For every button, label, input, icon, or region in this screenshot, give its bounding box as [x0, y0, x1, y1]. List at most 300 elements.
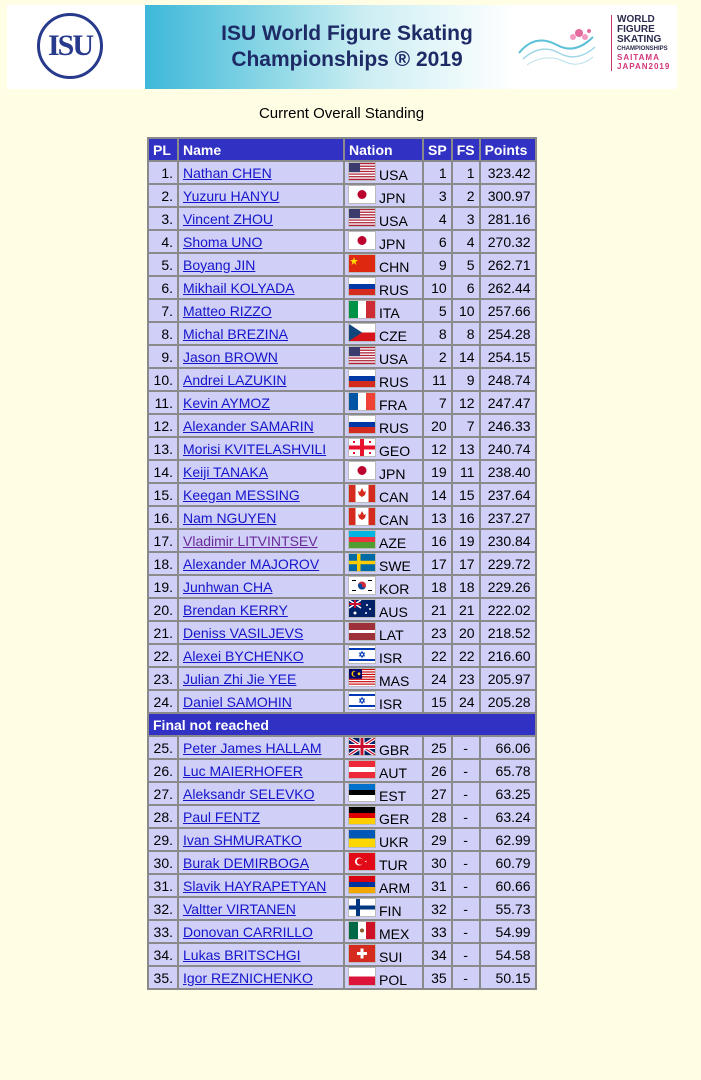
table-row: [149, 369, 535, 390]
fs-cell: 23: [453, 668, 479, 689]
place-cell: 2.: [149, 185, 177, 206]
fs-cell: -: [453, 760, 479, 781]
skater-link[interactable]: Burak DEMIRBOGA: [183, 854, 310, 871]
place-cell: 6.: [149, 277, 177, 298]
nation-code: JPN: [379, 465, 406, 482]
sp-cell: 16: [424, 530, 451, 551]
fs-cell: 20: [453, 622, 479, 643]
skater-link[interactable]: Ivan SHMURATKO: [183, 831, 302, 848]
table-row: [149, 898, 535, 919]
points-cell: 60.79: [481, 852, 535, 873]
sp-cell: 5: [424, 300, 451, 321]
not-reached-rows: [149, 737, 535, 988]
place-cell: 9.: [149, 346, 177, 367]
nation-code: GEO: [379, 442, 411, 459]
rus-flag-icon: [349, 416, 375, 433]
sp-cell: 27: [424, 783, 451, 804]
name-cell: [179, 645, 343, 666]
table-row: [149, 737, 535, 758]
nation-code: LAT: [379, 626, 404, 643]
skater-link[interactable]: Deniss VASILJEVS: [183, 624, 304, 641]
fs-cell: 8: [453, 323, 479, 344]
name-cell: [179, 875, 343, 896]
points-cell: 60.66: [481, 875, 535, 896]
skater-link[interactable]: Valtter VIRTANEN: [183, 900, 296, 917]
sp-cell: 17: [424, 553, 451, 574]
nation-cell: [345, 622, 422, 643]
points-cell: 270.32: [481, 231, 535, 252]
name-cell: [179, 185, 343, 206]
table-row: [149, 553, 535, 574]
name-cell: [179, 944, 343, 965]
table-row: [149, 231, 535, 252]
name-cell: [179, 208, 343, 229]
points-cell: 257.66: [481, 300, 535, 321]
aus-flag-icon: [349, 600, 375, 617]
place-cell: 16.: [149, 507, 177, 528]
nation-cell: [345, 208, 422, 229]
wc-line: FIGURE: [617, 24, 655, 35]
name-cell: [179, 668, 343, 689]
skater-link[interactable]: Kevin AYMOZ: [183, 394, 270, 411]
world-championships-logo[interactable]: [611, 15, 683, 71]
wc-line: JAPAN2019: [617, 62, 671, 71]
cze-flag-icon: [349, 324, 375, 341]
place-cell: 1.: [149, 162, 177, 183]
wc-line: WORLD: [617, 14, 655, 25]
chn-flag-icon: [349, 255, 375, 272]
nation-code: SWE: [379, 557, 411, 574]
points-cell: 300.97: [481, 185, 535, 206]
fs-cell: 2: [453, 185, 479, 206]
name-cell: [179, 530, 343, 551]
nation-code: ISR: [379, 649, 403, 666]
skater-link[interactable]: Alexander SAMARIN: [183, 417, 314, 434]
fs-cell: 15: [453, 484, 479, 505]
table-row: [149, 691, 535, 712]
sp-cell: 30: [424, 852, 451, 873]
sp-cell: 8: [424, 323, 451, 344]
points-cell: 248.74: [481, 369, 535, 390]
skater-link[interactable]: Peter James HALLAM: [183, 739, 322, 756]
name-cell: [179, 622, 343, 643]
fs-cell: 21: [453, 599, 479, 620]
nation-code: RUS: [379, 281, 409, 298]
place-cell: 20.: [149, 599, 177, 620]
table-row: [149, 484, 535, 505]
sp-cell: 34: [424, 944, 451, 965]
fs-cell: -: [453, 829, 479, 850]
kor-flag-icon: [349, 577, 375, 594]
skater-link[interactable]: Mikhail KOLYADA: [183, 279, 295, 296]
nation-cell: [345, 461, 422, 482]
points-cell: 65.78: [481, 760, 535, 781]
wc-line: SKATING: [617, 34, 662, 45]
nation-cell: [345, 323, 422, 344]
skater-link[interactable]: Yuzuru HANYU: [183, 187, 280, 204]
fs-cell: -: [453, 967, 479, 988]
nation-cell: [345, 645, 422, 666]
nation-code: FRA: [379, 396, 407, 413]
aut-flag-icon: [349, 761, 375, 778]
table-row: [149, 300, 535, 321]
ukr-flag-icon: [349, 830, 375, 847]
skater-link[interactable]: Paul FENTZ: [183, 808, 261, 825]
swe-flag-icon: [349, 554, 375, 571]
name-cell: [179, 231, 343, 252]
sp-cell: 33: [424, 921, 451, 942]
points-cell: 237.64: [481, 484, 535, 505]
name-cell: [179, 162, 343, 183]
points-cell: 247.47: [481, 392, 535, 413]
table-row: [149, 622, 535, 643]
skate-emblem-icon: [515, 23, 599, 73]
nation-code: MEX: [379, 925, 410, 942]
nation-cell: [345, 806, 422, 827]
skater-link[interactable]: Daniel SAMOHIN: [183, 693, 292, 710]
sp-cell: 14: [424, 484, 451, 505]
fs-cell: 16: [453, 507, 479, 528]
nation-cell: [345, 300, 422, 321]
sp-cell: 26: [424, 760, 451, 781]
place-cell: 31.: [149, 875, 177, 896]
name-cell: [179, 346, 343, 367]
nation-cell: [345, 737, 422, 758]
sp-cell: 4: [424, 208, 451, 229]
nation-code: ISR: [379, 695, 403, 712]
place-cell: 19.: [149, 576, 177, 597]
points-cell: 281.16: [481, 208, 535, 229]
points-cell: 55.73: [481, 898, 535, 919]
skater-link[interactable]: Shoma UNO: [183, 233, 263, 250]
table-row: [149, 461, 535, 482]
place-cell: 10.: [149, 369, 177, 390]
fra-flag-icon: [349, 393, 375, 410]
table-row: [149, 783, 535, 804]
nation-cell: [345, 783, 422, 804]
skater-link[interactable]: Keiji TANAKA: [183, 463, 269, 480]
sp-cell: 28: [424, 806, 451, 827]
table-row: [149, 277, 535, 298]
name-cell: [179, 576, 343, 597]
place-cell: 27.: [149, 783, 177, 804]
place-cell: 7.: [149, 300, 177, 321]
name-cell: [179, 783, 343, 804]
skater-link[interactable]: Vladimir LITVINTSEV: [183, 532, 318, 549]
fs-cell: -: [453, 852, 479, 873]
fs-cell: 11: [453, 461, 479, 482]
nation-code: GER: [379, 810, 410, 827]
nation-cell: [345, 415, 422, 436]
nation-cell: [345, 599, 422, 620]
table-row: [149, 944, 535, 965]
name-cell: [179, 277, 343, 298]
place-cell: 3.: [149, 208, 177, 229]
points-cell: 262.71: [481, 254, 535, 275]
sp-cell: 19: [424, 461, 451, 482]
skater-link[interactable]: Julian Zhi Jie YEE: [183, 670, 297, 687]
skater-link[interactable]: Nathan CHEN: [183, 164, 272, 181]
skater-link[interactable]: Morisi KVITELASHVILI: [183, 440, 327, 457]
sp-cell: 29: [424, 829, 451, 850]
header-banner: [7, 5, 677, 89]
table-row: [149, 507, 535, 528]
name-cell: [179, 323, 343, 344]
can-flag-icon: [349, 485, 375, 502]
fs-cell: -: [453, 944, 479, 965]
fs-cell: -: [453, 737, 479, 758]
nation-code: POL: [379, 971, 408, 988]
place-cell: 32.: [149, 898, 177, 919]
nation-cell: [345, 162, 422, 183]
place-cell: 4.: [149, 231, 177, 252]
col-nation: Nation: [345, 139, 422, 160]
points-cell: 229.26: [481, 576, 535, 597]
place-cell: 28.: [149, 806, 177, 827]
points-cell: 50.15: [481, 967, 535, 988]
name-cell: [179, 369, 343, 390]
nation-code: ARM: [379, 879, 411, 896]
skater-link[interactable]: Slavik HAYRAPETYAN: [183, 877, 327, 894]
nation-cell: [345, 668, 422, 689]
title-line-2: Championships ® 2019: [231, 48, 463, 71]
sp-cell: 31: [424, 875, 451, 896]
col-pl: PL: [149, 139, 177, 160]
fs-cell: 24: [453, 691, 479, 712]
table-row: [149, 346, 535, 367]
skater-link[interactable]: Boyang JIN: [183, 256, 256, 273]
arm-flag-icon: [349, 876, 375, 893]
name-cell: [179, 461, 343, 482]
points-cell: 229.72: [481, 553, 535, 574]
sp-cell: 20: [424, 415, 451, 436]
nation-code: CHN: [379, 258, 410, 275]
nation-code: EST: [379, 787, 407, 804]
nation-cell: [345, 530, 422, 551]
fs-cell: 18: [453, 576, 479, 597]
nation-code: GBR: [379, 741, 410, 758]
table-row: [149, 162, 535, 183]
table-row: [149, 645, 535, 666]
place-cell: 21.: [149, 622, 177, 643]
table-row: [149, 392, 535, 413]
place-cell: 25.: [149, 737, 177, 758]
points-cell: 205.28: [481, 691, 535, 712]
nation-code: FIN: [379, 902, 402, 919]
sp-cell: 32: [424, 898, 451, 919]
table-row: [149, 967, 535, 988]
subheading-group: [149, 714, 535, 735]
usa-flag-icon: [349, 347, 375, 364]
pol-flag-icon: [349, 968, 375, 985]
fs-cell: 9: [453, 369, 479, 390]
isu-logo[interactable]: ISU: [37, 13, 103, 79]
skater-link[interactable]: Luc MAIERHOFER: [183, 762, 303, 779]
mas-flag-icon: [349, 669, 375, 686]
place-cell: 12.: [149, 415, 177, 436]
table-row: [149, 323, 535, 344]
sp-cell: 24: [424, 668, 451, 689]
nation-code: TUR: [379, 856, 408, 873]
place-cell: 8.: [149, 323, 177, 344]
mex-flag-icon: [349, 922, 375, 939]
place-cell: 29.: [149, 829, 177, 850]
ger-flag-icon: [349, 807, 375, 824]
skater-link[interactable]: Alexei BYCHENKO: [183, 647, 304, 664]
sp-cell: 25: [424, 737, 451, 758]
title-line-1: ISU World Figure Skating: [221, 22, 473, 45]
fs-cell: 7: [453, 415, 479, 436]
name-cell: [179, 852, 343, 873]
nation-cell: [345, 760, 422, 781]
skater-link[interactable]: Matteo RIZZO: [183, 302, 272, 319]
sp-cell: 35: [424, 967, 451, 988]
fs-cell: -: [453, 921, 479, 942]
points-cell: 216.60: [481, 645, 535, 666]
place-cell: 18.: [149, 553, 177, 574]
nation-cell: [345, 852, 422, 873]
skater-link[interactable]: Igor REZNICHENKO: [183, 969, 313, 986]
nation-cell: [345, 346, 422, 367]
wc-line: CHAMPIONSHIPS: [617, 46, 668, 52]
name-cell: [179, 553, 343, 574]
nation-cell: [345, 254, 422, 275]
points-cell: 205.97: [481, 668, 535, 689]
nation-code: USA: [379, 212, 408, 229]
sp-cell: 9: [424, 254, 451, 275]
nation-cell: [345, 691, 422, 712]
est-flag-icon: [349, 784, 375, 801]
skater-link[interactable]: Michal BREZINA: [183, 325, 289, 342]
place-cell: 5.: [149, 254, 177, 275]
table-row: [149, 668, 535, 689]
points-cell: 230.84: [481, 530, 535, 551]
skater-link[interactable]: Alexander MAJOROV: [183, 555, 320, 572]
nation-cell: [345, 438, 422, 459]
nation-cell: [345, 185, 422, 206]
skater-link[interactable]: Andrei LAZUKIN: [183, 371, 287, 388]
points-cell: 66.06: [481, 737, 535, 758]
final-not-reached-heading: Final not reached: [149, 714, 535, 735]
col-fs: FS: [453, 139, 479, 160]
points-cell: 262.44: [481, 277, 535, 298]
points-cell: 237.27: [481, 507, 535, 528]
nation-code: AUT: [379, 764, 407, 781]
place-cell: 11.: [149, 392, 177, 413]
name-cell: [179, 967, 343, 988]
points-cell: 323.42: [481, 162, 535, 183]
sp-cell: 21: [424, 599, 451, 620]
place-cell: 22.: [149, 645, 177, 666]
name-cell: [179, 599, 343, 620]
jpn-flag-icon: [349, 232, 375, 249]
sp-cell: 10: [424, 277, 451, 298]
sp-cell: 12: [424, 438, 451, 459]
points-cell: 218.52: [481, 622, 535, 643]
nation-code: MAS: [379, 672, 410, 689]
points-cell: 246.33: [481, 415, 535, 436]
place-cell: 13.: [149, 438, 177, 459]
place-cell: 24.: [149, 691, 177, 712]
table-row: [149, 254, 535, 275]
skater-link[interactable]: Nam NGUYEN: [183, 509, 277, 526]
name-cell: [179, 829, 343, 850]
ita-flag-icon: [349, 301, 375, 318]
skater-link[interactable]: Keegan MESSING: [183, 486, 300, 503]
name-cell: [179, 691, 343, 712]
table-row: [149, 921, 535, 942]
skater-link[interactable]: Jason BROWN: [183, 348, 278, 365]
points-cell: 54.58: [481, 944, 535, 965]
rus-flag-icon: [349, 370, 375, 387]
points-cell: 222.02: [481, 599, 535, 620]
fin-flag-icon: [349, 899, 375, 916]
can-flag-icon: [349, 508, 375, 525]
table-header-row: [149, 139, 535, 160]
place-cell: 35.: [149, 967, 177, 988]
usa-flag-icon: [349, 209, 375, 226]
nation-code: CZE: [379, 327, 407, 344]
nation-code: ITA: [379, 304, 400, 321]
fs-cell: 3: [453, 208, 479, 229]
fs-cell: 6: [453, 277, 479, 298]
points-cell: 63.25: [481, 783, 535, 804]
name-cell: [179, 737, 343, 758]
col-name: Name: [179, 139, 343, 160]
nation-cell: [345, 507, 422, 528]
skater-link[interactable]: Donovan CARRILLO: [183, 923, 313, 940]
table-row: [149, 438, 535, 459]
skater-link[interactable]: Brendan KERRY: [183, 601, 288, 618]
nation-cell: [345, 392, 422, 413]
nation-code: RUS: [379, 419, 409, 436]
jpn-flag-icon: [349, 462, 375, 479]
table-row: [149, 852, 535, 873]
col-points: Points: [481, 139, 535, 160]
place-cell: 17.: [149, 530, 177, 551]
nation-code: RUS: [379, 373, 409, 390]
nation-code: JPN: [379, 189, 406, 206]
table-row: [149, 829, 535, 850]
isr-flag-icon: [349, 692, 375, 709]
fs-cell: 4: [453, 231, 479, 252]
skater-link[interactable]: Aleksandr SELEVKO: [183, 785, 315, 802]
aze-flag-icon: [349, 531, 375, 548]
skater-link[interactable]: Junhwan CHA: [183, 578, 273, 595]
sui-flag-icon: [349, 945, 375, 962]
fs-cell: -: [453, 783, 479, 804]
name-cell: [179, 254, 343, 275]
nation-cell: [345, 277, 422, 298]
points-cell: 54.99: [481, 921, 535, 942]
skater-link[interactable]: Lukas BRITSCHGI: [183, 946, 301, 963]
skater-link[interactable]: Vincent ZHOU: [183, 210, 273, 227]
points-cell: 254.28: [481, 323, 535, 344]
nation-code: CAN: [379, 488, 409, 505]
fs-cell: 10: [453, 300, 479, 321]
table-row: [149, 760, 535, 781]
rus-flag-icon: [349, 278, 375, 295]
nation-cell: [345, 369, 422, 390]
name-cell: [179, 300, 343, 321]
fs-cell: -: [453, 898, 479, 919]
standings-table: [147, 137, 537, 990]
fs-cell: -: [453, 875, 479, 896]
nation-cell: [345, 576, 422, 597]
name-cell: [179, 921, 343, 942]
fs-cell: -: [453, 806, 479, 827]
place-cell: 14.: [149, 461, 177, 482]
